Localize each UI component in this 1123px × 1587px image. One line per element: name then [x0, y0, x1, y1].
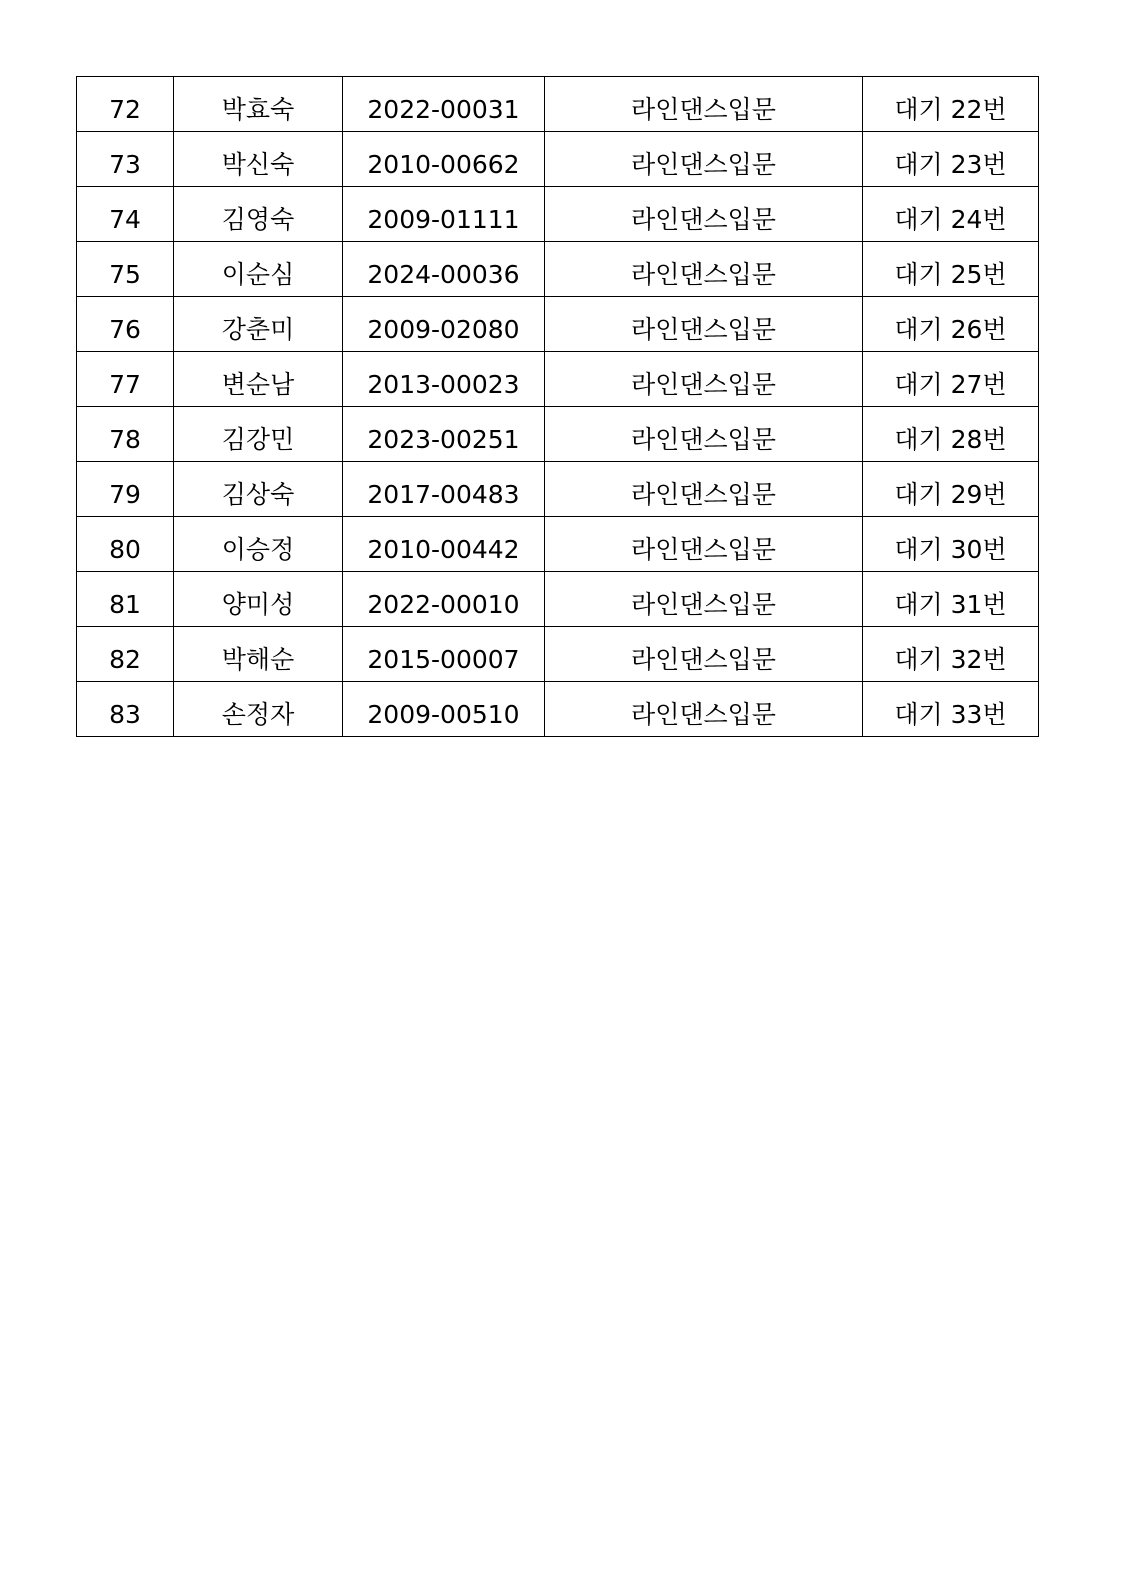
- member-name-cell: 이승정: [174, 517, 343, 572]
- row-number-cell: 75: [77, 242, 174, 297]
- row-number-cell: 74: [77, 187, 174, 242]
- row-number-cell: 72: [77, 77, 174, 132]
- member-name-cell: 변순남: [174, 352, 343, 407]
- member-id-cell: 2015-00007: [343, 627, 545, 682]
- member-id-cell: 2009-02080: [343, 297, 545, 352]
- table-row: [77, 462, 1039, 517]
- member-name-cell: 박신숙: [174, 132, 343, 187]
- waitlist-status-cell: 대기 27번: [863, 352, 1039, 407]
- table-row: [77, 132, 1039, 187]
- course-name-cell: 라인댄스입문: [545, 132, 863, 187]
- table-row: [77, 297, 1039, 352]
- member-id-cell: 2009-01111: [343, 187, 545, 242]
- waitlist-status-cell: 대기 25번: [863, 242, 1039, 297]
- course-name-cell: 라인댄스입문: [545, 352, 863, 407]
- member-name-cell: 김영숙: [174, 187, 343, 242]
- course-name-cell: 라인댄스입문: [545, 77, 863, 132]
- member-name-cell: 강춘미: [174, 297, 343, 352]
- course-name-cell: 라인댄스입문: [545, 407, 863, 462]
- member-id-cell: 2024-00036: [343, 242, 545, 297]
- waitlist-table: [76, 76, 1039, 737]
- course-name-cell: 라인댄스입문: [545, 187, 863, 242]
- member-id-cell: 2022-00010: [343, 572, 545, 627]
- member-id-cell: 2010-00662: [343, 132, 545, 187]
- table-row: [77, 187, 1039, 242]
- member-name-cell: 박효숙: [174, 77, 343, 132]
- waitlist-status-cell: 대기 26번: [863, 297, 1039, 352]
- waitlist-status-cell: 대기 23번: [863, 132, 1039, 187]
- row-number-cell: 78: [77, 407, 174, 462]
- waitlist-status-cell: 대기 28번: [863, 407, 1039, 462]
- waitlist-status-cell: 대기 22번: [863, 77, 1039, 132]
- course-name-cell: 라인댄스입문: [545, 297, 863, 352]
- row-number-cell: 76: [77, 297, 174, 352]
- member-name-cell: 김상숙: [174, 462, 343, 517]
- waitlist-status-cell: 대기 32번: [863, 627, 1039, 682]
- row-number-cell: 73: [77, 132, 174, 187]
- row-number-cell: 80: [77, 517, 174, 572]
- waitlist-status-cell: 대기 24번: [863, 187, 1039, 242]
- member-id-cell: 2010-00442: [343, 517, 545, 572]
- row-number-cell: 83: [77, 682, 174, 737]
- waitlist-status-cell: 대기 29번: [863, 462, 1039, 517]
- table-row: [77, 572, 1039, 627]
- row-number-cell: 79: [77, 462, 174, 517]
- member-name-cell: 손정자: [174, 682, 343, 737]
- member-id-cell: 2013-00023: [343, 352, 545, 407]
- member-id-cell: 2023-00251: [343, 407, 545, 462]
- table-row: [77, 77, 1039, 132]
- row-number-cell: 81: [77, 572, 174, 627]
- row-number-cell: 77: [77, 352, 174, 407]
- course-name-cell: 라인댄스입문: [545, 682, 863, 737]
- table-row: [77, 242, 1039, 297]
- table-row: [77, 407, 1039, 462]
- course-name-cell: 라인댄스입문: [545, 517, 863, 572]
- course-name-cell: 라인댄스입문: [545, 627, 863, 682]
- table-row: [77, 352, 1039, 407]
- member-name-cell: 박해순: [174, 627, 343, 682]
- row-number-cell: 82: [77, 627, 174, 682]
- waitlist-status-cell: 대기 30번: [863, 517, 1039, 572]
- waitlist-status-cell: 대기 31번: [863, 572, 1039, 627]
- member-name-cell: 양미성: [174, 572, 343, 627]
- course-name-cell: 라인댄스입문: [545, 242, 863, 297]
- member-name-cell: 김강민: [174, 407, 343, 462]
- course-name-cell: 라인댄스입문: [545, 572, 863, 627]
- member-name-cell: 이순심: [174, 242, 343, 297]
- member-id-cell: 2017-00483: [343, 462, 545, 517]
- member-id-cell: 2022-00031: [343, 77, 545, 132]
- course-name-cell: 라인댄스입문: [545, 462, 863, 517]
- member-id-cell: 2009-00510: [343, 682, 545, 737]
- table-row: [77, 627, 1039, 682]
- table-row: [77, 682, 1039, 737]
- waitlist-status-cell: 대기 33번: [863, 682, 1039, 737]
- table-row: [77, 517, 1039, 572]
